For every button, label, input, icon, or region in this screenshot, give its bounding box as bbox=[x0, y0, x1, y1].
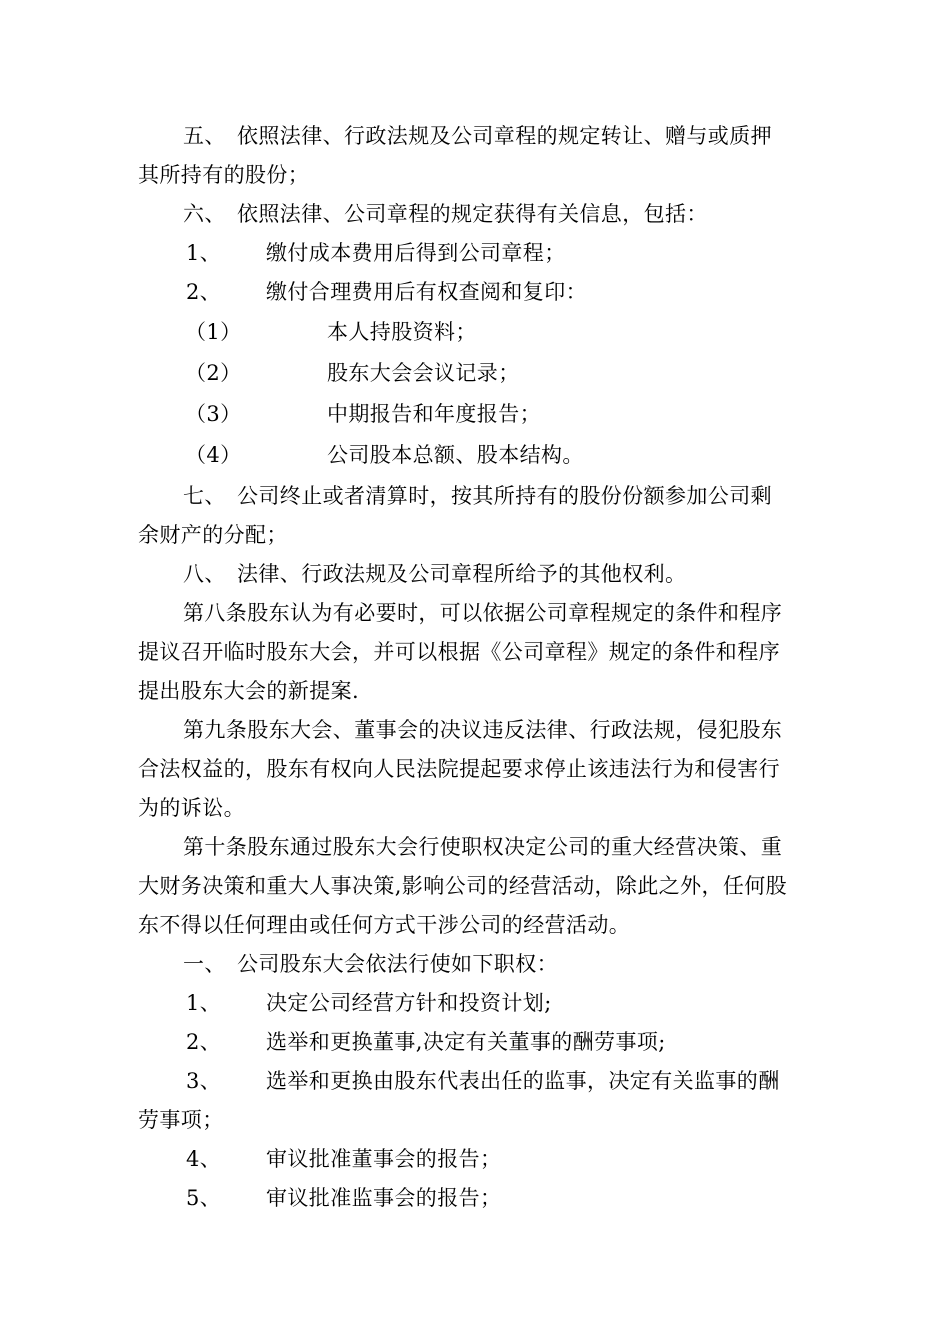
item-text: 决定公司经营方针和投资计划; bbox=[266, 991, 552, 1015]
item-text: 审议批准监事会的报告； bbox=[266, 1186, 502, 1210]
item-number: 2、 bbox=[186, 280, 222, 304]
item-text: 公司股东大会依法行使如下职权： bbox=[237, 952, 558, 976]
item-text: 第九条股东大会、董事会的决议违反法律、行政法规，侵犯股东 bbox=[183, 718, 783, 742]
item-text: 依照法律、公司章程的规定获得有关信息，包括： bbox=[237, 202, 708, 226]
item-text: 第十条股东通过股东大会行使职权决定公司的重大经营决策、重 bbox=[183, 835, 783, 859]
item-number: 七、 bbox=[183, 484, 226, 508]
item-number: （2） bbox=[185, 361, 242, 385]
item-number: （1） bbox=[185, 320, 242, 344]
item-text: 依照法律、行政法规及公司章程的规定转让、赠与或质押 bbox=[237, 124, 772, 148]
item-text: 东不得以任何理由或任何方式干涉公司的经营活动。 bbox=[138, 913, 631, 937]
item-number: 2、 bbox=[186, 1030, 222, 1054]
item-text: 其所持有的股份； bbox=[138, 163, 310, 187]
item-number: 五、 bbox=[183, 124, 226, 148]
item-text: 法律、行政法规及公司章程所给予的其他权利。 bbox=[237, 562, 687, 586]
item-number: （3） bbox=[185, 402, 242, 426]
item-text: 本人持股资料； bbox=[327, 320, 477, 344]
item-number: 5、 bbox=[186, 1186, 222, 1210]
item-text: 余财产的分配； bbox=[138, 523, 288, 547]
item-text: 股东大会会议记录； bbox=[327, 361, 520, 385]
item-number: 1、 bbox=[186, 991, 222, 1015]
item-text: 第八条股东认为有必要时，可以依据公司章程规定的条件和程序 bbox=[183, 601, 783, 625]
item-text: 选举和更换董事,决定有关董事的酬劳事项; bbox=[266, 1030, 666, 1054]
item-number: 3、 bbox=[186, 1069, 222, 1093]
item-number: 1、 bbox=[186, 241, 222, 265]
item-number: 六、 bbox=[183, 202, 226, 226]
item-text: 为的诉讼。 bbox=[138, 796, 245, 820]
item-text: 缴付合理费用后有权查阅和复印： bbox=[266, 280, 587, 304]
item-number: 4、 bbox=[186, 1147, 222, 1171]
item-number: 一、 bbox=[183, 952, 226, 976]
item-text: 提出股东大会的新提案. bbox=[138, 679, 360, 703]
item-text: 缴付成本费用后得到公司章程； bbox=[266, 241, 566, 265]
item-number: （4） bbox=[185, 443, 242, 467]
item-text: 中期报告和年度报告； bbox=[327, 402, 541, 426]
item-text: 合法权益的，股东有权向人民法院提起要求停止该违法行为和侵害行 bbox=[138, 757, 780, 781]
item-number: 八、 bbox=[183, 562, 226, 586]
item-text: 审议批准董事会的报告； bbox=[266, 1147, 502, 1171]
item-text: 公司终止或者清算时，按其所持有的股份份额参加公司剩 bbox=[237, 484, 772, 508]
item-text: 大财务决策和重大人事决策,影响公司的经营活动，除此之外，任何股 bbox=[138, 874, 788, 898]
item-text: 劳事项； bbox=[138, 1108, 224, 1132]
item-text: 选举和更换由股东代表出任的监事，决定有关监事的酬 bbox=[266, 1069, 780, 1093]
item-text: 公司股本总额、股本结构。 bbox=[327, 443, 584, 467]
item-text: 提议召开临时股东大会，并可以根据《公司章程》规定的条件和程序 bbox=[138, 640, 780, 664]
